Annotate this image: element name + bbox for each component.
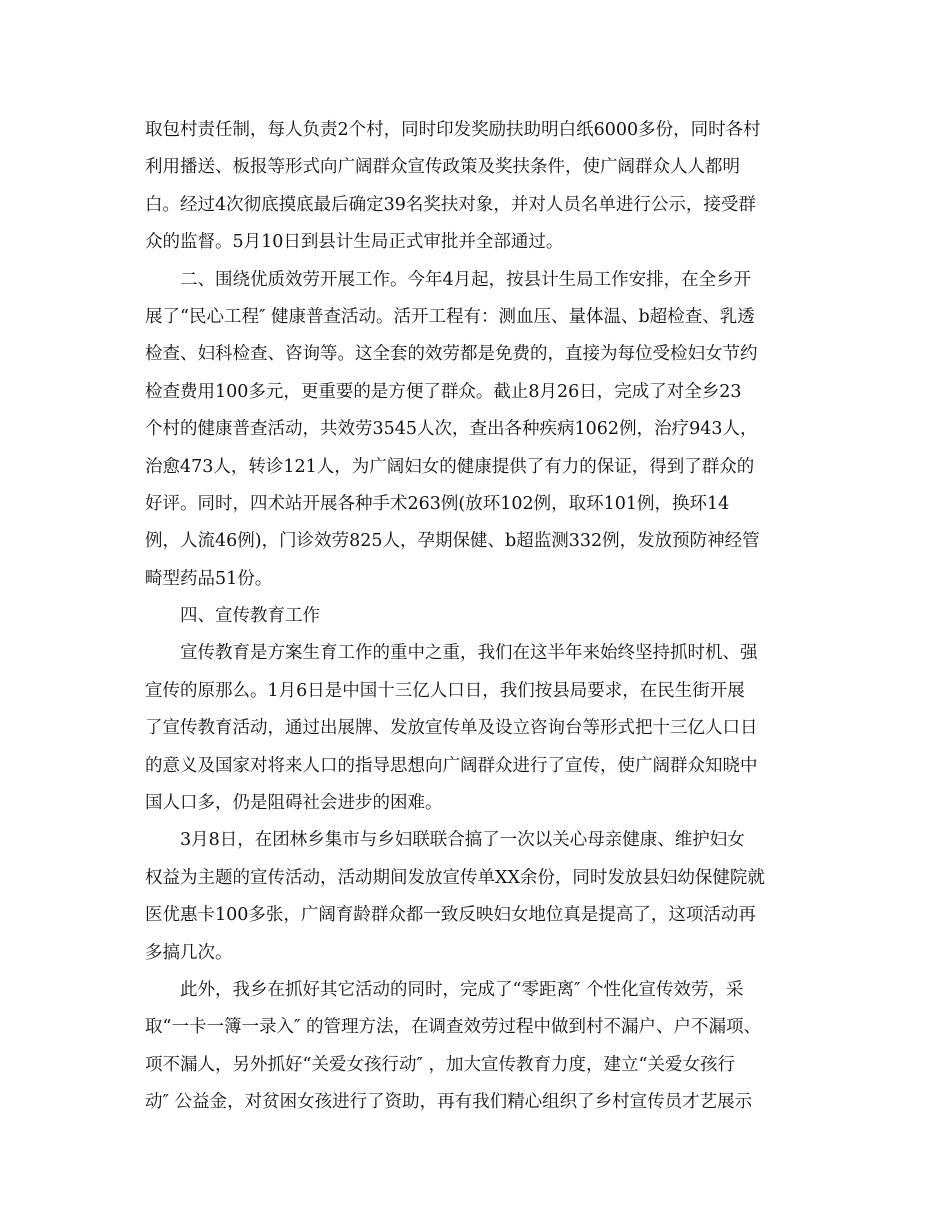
text-line: 的意义及国家对将来人口的指导思想向广阔群众进行了宣传，使广阔群众知晓中 xyxy=(145,755,758,776)
text-line: 白。经过4次彻底摸底最后确定39名奖扶对象，并对人员名单进行公示，接受群 xyxy=(145,194,756,215)
text-line: 个村的健康普查活动，共效劳3545人次，查出各种疾病1062例，治疗943人， xyxy=(145,419,758,440)
text-line: 国人口多，仍是阻碍社会进步的困难。 xyxy=(145,793,443,814)
text-line: 例，人流46例)，门诊效劳825人，孕期保健、b超监测332例，发放预防神经管 xyxy=(145,531,760,552)
text-line: 多搞几次。 xyxy=(145,942,233,963)
text-line: 项不漏人，另外抓好“关爱女孩行动″ ，加大宣传教育力度，建立“关爱女孩行 xyxy=(145,1054,735,1075)
text-line: 动″ 公益金，对贫困女孩进行了资助，再有我们精心组织了乡村宣传员才艺展示 xyxy=(145,1092,753,1113)
text-line: 宣传的原那么。1月6日是中国十三亿人口日，我们按县局要求，在民生街开展 xyxy=(145,680,745,701)
text-line: 治愈473人，转诊121人，为广阔妇女的健康提供了有力的保证，得到了群众的 xyxy=(145,456,755,477)
text-line: 取“一卡一簿一录入″ 的管理方法，在调查效劳过程中做到村不漏户、户不漏项、 xyxy=(145,1017,762,1038)
text-line: 好评。同时，四术站开展各种手术263例(放环102例，取环101例，换环14 xyxy=(145,493,730,514)
text-line: 医优惠卡100多张，广阔育龄群众都一致反映妇女地位真是提高了，这项活动再 xyxy=(145,905,756,926)
text-line: 此外，我乡在抓好其它活动的同时，完成了“零距离″ 个性化宣传效劳，采 xyxy=(180,979,744,1000)
text-line: 取包村责任制，每人负责2个村，同时印发奖励扶助明白纸6000多份，同时各村 xyxy=(145,120,761,140)
text-line: 宣传教育是方案生育工作的重中之重，我们在这半年来始终坚持抓时机、强 xyxy=(180,643,758,664)
text-line: 众的监督。5月10日到县计生局正式审批并全部通过。 xyxy=(145,232,564,253)
text-line: 利用播送、板报等形式向广阔群众宣传政策及奖扶条件，使广阔群众人人都明 xyxy=(145,157,740,178)
body-text xyxy=(145,112,805,1122)
text-line: 了宣传教育活动，通过出展牌、发放宣传单及设立咨询台等形式把十三亿人口日 xyxy=(145,718,758,739)
text-line: 3月8日，在团林乡集市与乡妇联联合搞了一次以关心母亲健康、维护妇女 xyxy=(180,830,745,851)
text-line: 二、围绕优质效劳开展工作。今年4月起，按县计生局工作安排，在全乡开 xyxy=(180,269,752,290)
text-line: 检查、妇科检查、咨询等。这全套的效劳都是免费的，直接为每位受检妇女节约 xyxy=(145,344,758,365)
text-line: 检查费用100多元，更重要的是方便了群众。截止8月26日，完成了对全乡23 xyxy=(145,381,742,402)
text-line: 四、宣传教育工作 xyxy=(180,606,320,627)
text-line: 权益为主题的宣传活动，活动期间发放宣传单XX余份，同时发放县妇幼保健院就 xyxy=(145,867,765,888)
text-line: 畸型药品51份。 xyxy=(145,568,273,589)
text-line: 展了“民心工程″ 健康普查活动。活开工程有：测血压、量体温、b超检查、乳透 xyxy=(145,306,755,327)
